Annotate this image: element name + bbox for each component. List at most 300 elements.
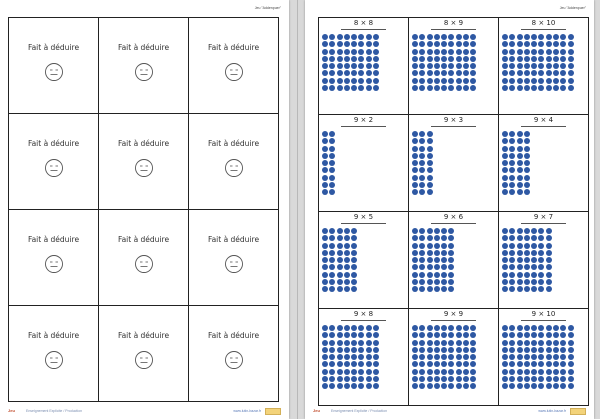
dot	[546, 49, 552, 55]
neutral-face-icon	[44, 350, 64, 370]
dot	[509, 131, 515, 137]
dot	[329, 383, 335, 389]
dot	[434, 325, 440, 331]
dot	[553, 369, 559, 375]
dot	[322, 63, 328, 69]
dot	[412, 138, 418, 144]
dot	[412, 235, 418, 241]
multiplication-label: 9 × 7	[533, 213, 554, 221]
dot	[344, 361, 350, 367]
dot	[517, 361, 523, 367]
dot	[441, 56, 447, 62]
dot	[329, 354, 335, 360]
dot	[517, 272, 523, 278]
dot	[470, 70, 476, 76]
dot	[546, 383, 552, 389]
dot	[463, 340, 469, 346]
dot	[531, 49, 537, 55]
dot	[351, 41, 357, 47]
dot	[517, 347, 523, 353]
dot	[322, 138, 328, 144]
dot	[456, 361, 462, 367]
dot	[517, 34, 523, 40]
page-divider	[297, 0, 298, 419]
dot	[322, 189, 328, 195]
dot	[366, 70, 372, 76]
multiplication-label: 9 × 10	[531, 310, 556, 318]
dot	[509, 332, 515, 338]
dot	[344, 272, 350, 278]
dot	[502, 354, 508, 360]
dot	[448, 354, 454, 360]
dot	[568, 369, 574, 375]
dot	[351, 235, 357, 241]
dot	[546, 361, 552, 367]
dot	[546, 279, 552, 285]
dot	[322, 228, 328, 234]
dot	[412, 78, 418, 84]
dot	[412, 383, 418, 389]
dot	[546, 228, 552, 234]
dot	[419, 250, 425, 256]
dot	[524, 264, 530, 270]
dot	[441, 228, 447, 234]
dot	[470, 347, 476, 353]
dot	[456, 85, 462, 91]
dot	[509, 78, 515, 84]
dot	[419, 41, 425, 47]
fait-card-label: Fait à déduire	[207, 331, 260, 340]
dot	[427, 167, 433, 173]
dot	[568, 78, 574, 84]
dot	[329, 146, 335, 152]
dot	[546, 340, 552, 346]
dot	[538, 63, 544, 69]
dot	[412, 347, 418, 353]
dot	[568, 361, 574, 367]
dot	[509, 235, 515, 241]
header-note: Jeu "Addenpuer"	[254, 6, 281, 10]
dot	[344, 347, 350, 353]
fait-card-label: Fait à déduire	[27, 43, 80, 52]
dot	[470, 325, 476, 331]
dot	[366, 354, 372, 360]
dot	[344, 369, 350, 375]
dot	[344, 376, 350, 382]
dot	[553, 332, 559, 338]
dot	[538, 228, 544, 234]
dot	[502, 257, 508, 263]
dot	[546, 264, 552, 270]
dot	[524, 257, 530, 263]
dot	[351, 34, 357, 40]
dot	[470, 361, 476, 367]
dot	[344, 85, 350, 91]
footer-logo: Jeu	[313, 408, 320, 413]
dot	[517, 85, 523, 91]
dot	[427, 78, 433, 84]
dot	[329, 175, 335, 181]
dot	[373, 332, 379, 338]
dot	[419, 354, 425, 360]
fait-card-grid	[8, 17, 279, 402]
dot	[560, 347, 566, 353]
label-underline	[431, 320, 476, 321]
dot	[553, 340, 559, 346]
dot-array	[502, 34, 574, 91]
dot	[329, 286, 335, 292]
dot	[524, 146, 530, 152]
dot	[419, 340, 425, 346]
dot	[329, 85, 335, 91]
dot	[531, 63, 537, 69]
dot	[373, 85, 379, 91]
footer	[8, 408, 281, 415]
dot	[322, 272, 328, 278]
dot	[568, 34, 574, 40]
dot	[509, 347, 515, 353]
dot	[329, 340, 335, 346]
dot	[509, 354, 515, 360]
neutral-face-icon	[224, 254, 244, 274]
dot	[373, 347, 379, 353]
dot	[358, 340, 364, 346]
neutral-face-icon	[44, 254, 64, 274]
dot	[553, 85, 559, 91]
multiplication-card	[499, 115, 589, 212]
neutral-face-icon	[224, 158, 244, 178]
dot	[358, 41, 364, 47]
dot	[322, 347, 328, 353]
dot	[538, 85, 544, 91]
dot	[434, 347, 440, 353]
dot	[509, 146, 515, 152]
dot	[434, 70, 440, 76]
dot	[538, 243, 544, 249]
multiplication-label: 9 × 3	[443, 116, 464, 124]
dot	[546, 250, 552, 256]
dot	[419, 228, 425, 234]
dot	[419, 175, 425, 181]
dot	[322, 146, 328, 152]
dot	[351, 63, 357, 69]
dot	[434, 235, 440, 241]
dot	[412, 257, 418, 263]
dot	[344, 264, 350, 270]
dot	[524, 138, 530, 144]
dot	[322, 340, 328, 346]
dot	[517, 160, 523, 166]
dot	[322, 376, 328, 382]
dot	[329, 131, 335, 137]
dot-array	[322, 325, 379, 389]
dot	[322, 41, 328, 47]
dot	[337, 354, 343, 360]
dot	[337, 325, 343, 331]
dot	[322, 56, 328, 62]
dot	[531, 56, 537, 62]
label-underline	[341, 320, 386, 321]
dot	[337, 49, 343, 55]
dot	[351, 332, 357, 338]
dot	[517, 228, 523, 234]
dot	[517, 376, 523, 382]
dot	[351, 257, 357, 263]
dot	[322, 78, 328, 84]
dot	[434, 279, 440, 285]
dot	[441, 41, 447, 47]
dot	[531, 85, 537, 91]
dot	[524, 70, 530, 76]
dot-array	[502, 131, 530, 195]
dot	[448, 361, 454, 367]
dot	[517, 138, 523, 144]
multiplication-label: 9 × 6	[443, 213, 464, 221]
fait-card-label: Fait à déduire	[207, 235, 260, 244]
dot	[553, 49, 559, 55]
dot	[509, 279, 515, 285]
dot	[373, 361, 379, 367]
dot	[441, 264, 447, 270]
multiplication-label: 9 × 9	[443, 310, 464, 318]
dot	[351, 70, 357, 76]
dot	[344, 250, 350, 256]
dot	[412, 175, 418, 181]
dot	[553, 70, 559, 76]
dot	[524, 340, 530, 346]
dot	[502, 131, 508, 137]
dot	[344, 354, 350, 360]
dot	[538, 272, 544, 278]
dot	[427, 250, 433, 256]
dot	[322, 85, 328, 91]
dot	[531, 272, 537, 278]
dot	[448, 34, 454, 40]
multiplication-label: 8 × 10	[531, 19, 556, 27]
dot	[419, 56, 425, 62]
dot	[560, 70, 566, 76]
dot	[531, 78, 537, 84]
footer-link[interactable]: www.lutin-bazar.fr	[538, 409, 566, 413]
dot	[419, 153, 425, 159]
dot	[517, 354, 523, 360]
dot	[441, 257, 447, 263]
dot	[427, 85, 433, 91]
dot	[329, 257, 335, 263]
dot	[509, 250, 515, 256]
dot	[546, 325, 552, 331]
dot	[351, 85, 357, 91]
dot	[427, 383, 433, 389]
dot	[441, 250, 447, 256]
dot	[322, 243, 328, 249]
dot	[568, 376, 574, 382]
dot	[358, 70, 364, 76]
dot	[463, 34, 469, 40]
dot	[538, 34, 544, 40]
fait-card-label: Fait à déduire	[207, 43, 260, 52]
dot	[502, 70, 508, 76]
dot	[337, 63, 343, 69]
dot	[538, 235, 544, 241]
dot	[531, 354, 537, 360]
dot	[502, 340, 508, 346]
dot	[337, 376, 343, 382]
dot	[434, 272, 440, 278]
dot	[366, 347, 372, 353]
dot-array	[502, 228, 552, 292]
dot	[427, 354, 433, 360]
dot	[448, 56, 454, 62]
dot	[517, 175, 523, 181]
dot	[419, 243, 425, 249]
dot	[517, 167, 523, 173]
dot	[509, 272, 515, 278]
dot	[546, 347, 552, 353]
dot	[434, 250, 440, 256]
dot	[502, 235, 508, 241]
dot	[322, 279, 328, 285]
dot	[509, 63, 515, 69]
dot	[441, 279, 447, 285]
dot	[524, 153, 530, 159]
dot	[434, 264, 440, 270]
dot	[456, 78, 462, 84]
dot	[560, 63, 566, 69]
fait-card	[99, 18, 189, 114]
dot	[517, 49, 523, 55]
dot	[322, 34, 328, 40]
dot	[427, 138, 433, 144]
dot	[502, 160, 508, 166]
dot	[546, 63, 552, 69]
dot	[344, 56, 350, 62]
dot	[329, 243, 335, 249]
dot	[412, 325, 418, 331]
dot	[351, 250, 357, 256]
dot	[517, 286, 523, 292]
dot	[337, 56, 343, 62]
dot	[509, 167, 515, 173]
dot	[358, 63, 364, 69]
dot	[434, 41, 440, 47]
dot	[358, 49, 364, 55]
dot	[329, 361, 335, 367]
dot	[517, 264, 523, 270]
multiplication-label: 9 × 2	[353, 116, 374, 124]
dot	[502, 63, 508, 69]
dot	[329, 167, 335, 173]
dot	[412, 332, 418, 338]
dot	[502, 361, 508, 367]
dot	[448, 250, 454, 256]
dot	[351, 286, 357, 292]
fait-card	[9, 210, 99, 306]
dot	[463, 63, 469, 69]
label-underline	[431, 126, 476, 127]
dot	[329, 264, 335, 270]
dot	[546, 78, 552, 84]
dot	[456, 70, 462, 76]
dot	[553, 78, 559, 84]
dot	[448, 243, 454, 249]
dot	[441, 63, 447, 69]
dot	[448, 49, 454, 55]
dot	[524, 376, 530, 382]
dot	[412, 272, 418, 278]
dot	[322, 286, 328, 292]
dot	[502, 376, 508, 382]
dot	[546, 235, 552, 241]
dot	[419, 325, 425, 331]
dot	[427, 286, 433, 292]
dot	[470, 34, 476, 40]
dot	[366, 41, 372, 47]
dot	[524, 56, 530, 62]
dot	[344, 257, 350, 263]
dot	[531, 347, 537, 353]
dot	[524, 63, 530, 69]
fait-card-label: Fait à déduire	[117, 43, 170, 52]
footer-link[interactable]: www.lutin-bazar.fr	[233, 409, 261, 413]
dot	[366, 325, 372, 331]
dot	[366, 383, 372, 389]
dot	[329, 272, 335, 278]
dot	[524, 228, 530, 234]
dot	[427, 272, 433, 278]
dot	[412, 243, 418, 249]
dot	[531, 332, 537, 338]
dot	[441, 272, 447, 278]
dot	[531, 286, 537, 292]
dot	[427, 70, 433, 76]
dot	[524, 41, 530, 47]
dot	[434, 257, 440, 263]
dot	[546, 85, 552, 91]
dot	[366, 340, 372, 346]
dot	[509, 264, 515, 270]
dot	[322, 264, 328, 270]
dot	[412, 361, 418, 367]
dot	[427, 369, 433, 375]
dot	[502, 332, 508, 338]
fait-card	[99, 210, 189, 306]
dot	[524, 250, 530, 256]
dot	[373, 41, 379, 47]
dot	[546, 354, 552, 360]
dot	[538, 286, 544, 292]
dot	[373, 383, 379, 389]
dot	[517, 41, 523, 47]
dot	[470, 49, 476, 55]
dot	[560, 340, 566, 346]
dot	[502, 49, 508, 55]
dot	[358, 376, 364, 382]
dot	[546, 34, 552, 40]
dot	[412, 250, 418, 256]
dot	[373, 325, 379, 331]
dot	[441, 235, 447, 241]
dot	[329, 347, 335, 353]
dot	[351, 78, 357, 84]
dot	[412, 340, 418, 346]
dot	[419, 34, 425, 40]
fait-card-label: Fait à déduire	[117, 331, 170, 340]
dot	[358, 369, 364, 375]
dot	[351, 369, 357, 375]
dot	[412, 369, 418, 375]
dot	[470, 354, 476, 360]
